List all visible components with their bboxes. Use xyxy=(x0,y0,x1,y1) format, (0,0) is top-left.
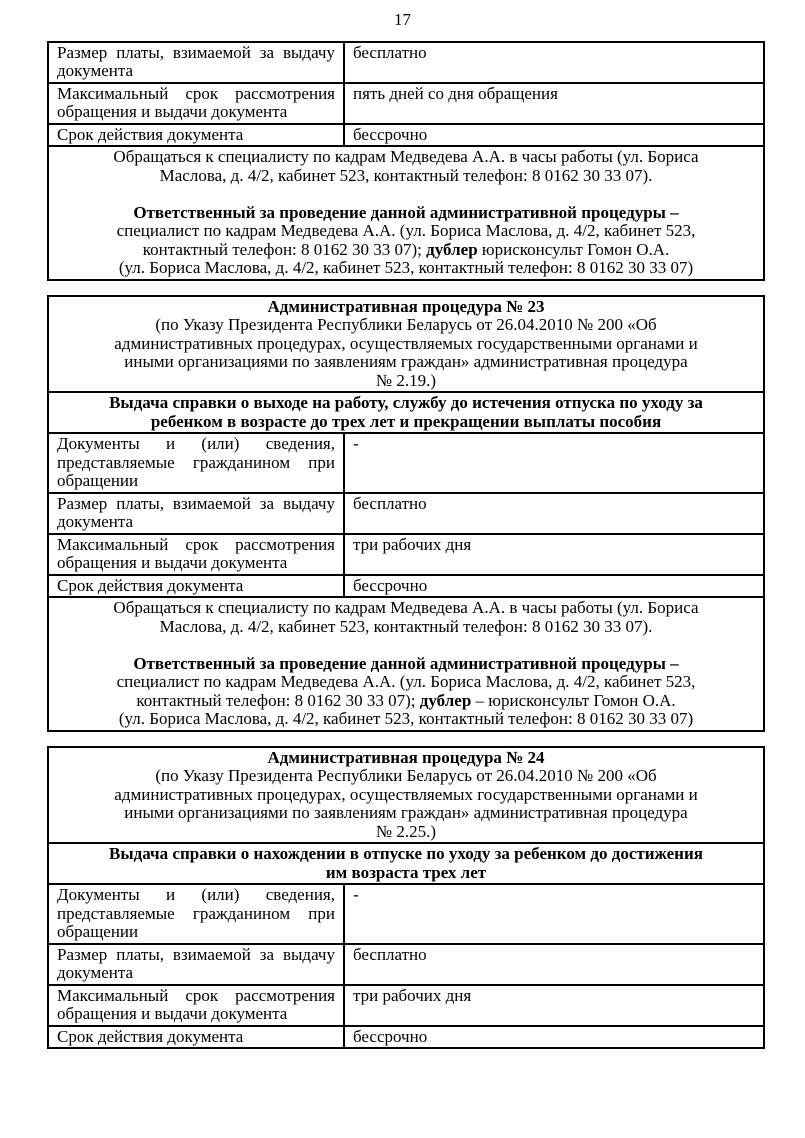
field-label-max-term: Максимальный срок рассмотрения обращения и выдачи документа xyxy=(48,985,344,1026)
field-label-validity: Срок действия документа xyxy=(48,575,344,598)
contact-responsible-line: (ул. Бориса Маслова, д. 4/2, кабинет 523, контактный телефон: 8 0162 30 33 07) xyxy=(118,709,694,728)
procedure-subtitle-line: (по Указу Президента Республики Беларусь от 26.04.2010 № 200 «Об xyxy=(155,315,657,334)
table-row xyxy=(48,747,764,844)
contact-responsible-line: Ответственный за проведение данной административной процедуры – xyxy=(133,202,679,222)
field-value-validity: бессрочно xyxy=(344,1026,764,1049)
procedure-subtitle-line: № 2.25.) xyxy=(375,821,437,841)
contact-responsible-line: контактный телефон: 8 0162 30 33 07); дублер – юрисконсульт Гомон О.А. xyxy=(136,690,676,710)
page-number: 17 xyxy=(394,10,411,29)
field-value-documents: - xyxy=(344,884,764,944)
contact-info xyxy=(48,597,764,731)
table-row xyxy=(48,83,764,124)
field-label-documents: Документы и (или) сведения, представляемые гражданином при обращении xyxy=(48,433,344,493)
table-row xyxy=(48,124,764,147)
procedure-name xyxy=(48,392,764,433)
procedure-title: Административная процедура № 23 xyxy=(267,296,545,316)
field-value-validity: бессрочно xyxy=(344,575,764,598)
field-value-max-term: три рабочих дня xyxy=(344,534,764,575)
contact-responsible-line: Ответственный за проведение данной административной процедуры – xyxy=(133,653,679,673)
procedure-header xyxy=(48,296,764,393)
contact-responsible-line: контактный телефон: 8 0162 30 33 07); дублер юрисконсульт Гомон О.А. xyxy=(142,239,670,259)
contact-hours-line: Обращаться к специалисту по кадрам Медведева А.А. в часы работы (ул. Бориса xyxy=(113,147,699,166)
table-row xyxy=(48,944,764,985)
procedure-name xyxy=(48,843,764,884)
field-label-validity: Срок действия документа xyxy=(48,124,344,147)
table-row xyxy=(48,884,764,944)
field-label-fee: Размер платы, взимаемой за выдачу документа xyxy=(48,944,344,985)
contact-hours-line: Маслова, д. 4/2, кабинет 523, контактный телефон: 8 0162 30 33 07). xyxy=(159,616,653,636)
procedure-name-line: им возраста трех лет xyxy=(325,862,487,882)
contact-responsible-line: специалист по кадрам Медведева А.А. (ул. Бориса Маслова, д. 4/2, кабинет 523, xyxy=(116,672,696,691)
table-row xyxy=(48,597,764,731)
table-row xyxy=(48,493,764,534)
table-row xyxy=(48,392,764,433)
contact-responsible-line: (ул. Бориса Маслова, д. 4/2, кабинет 523, контактный телефон: 8 0162 30 33 07) xyxy=(118,258,694,277)
procedure-name-line: Выдача справки о выходе на работу, службу до истечения отпуска по уходу за xyxy=(109,393,703,412)
table-row xyxy=(48,1026,764,1049)
table-row xyxy=(48,534,764,575)
field-value-validity: бессрочно xyxy=(344,124,764,147)
procedure-23-table xyxy=(47,295,765,732)
contact-responsible xyxy=(57,204,755,278)
procedure-subtitle-line: (по Указу Президента Республики Беларусь от 26.04.2010 № 200 «Об xyxy=(155,766,657,785)
table-row xyxy=(48,42,764,83)
contact-responsible xyxy=(57,655,755,729)
field-value-max-term: три рабочих дня xyxy=(344,985,764,1026)
contact-hours xyxy=(57,148,755,185)
table-row xyxy=(48,985,764,1026)
contact-info xyxy=(48,146,764,280)
table-row xyxy=(48,843,764,884)
contact-hours-line: Обращаться к специалисту по кадрам Медведева А.А. в часы работы (ул. Бориса xyxy=(113,598,699,617)
contact-hours xyxy=(57,599,755,636)
field-label-validity: Срок действия документа xyxy=(48,1026,344,1049)
table-row xyxy=(48,146,764,280)
field-value-fee: бесплатно xyxy=(344,944,764,985)
document-page xyxy=(0,11,805,1049)
field-value-max-term: пять дней со дня обращения xyxy=(344,83,764,124)
field-label-max-term: Максимальный срок рассмотрения обращения и выдачи документа xyxy=(48,534,344,575)
procedure-subtitle-line: № 2.19.) xyxy=(375,370,437,390)
continued-procedure-table xyxy=(47,41,765,281)
field-value-documents: - xyxy=(344,433,764,493)
table-row xyxy=(48,433,764,493)
procedure-subtitle-line: административных процедурах, осуществляемых государственными органами и xyxy=(114,784,698,804)
procedure-title: Административная процедура № 24 xyxy=(267,747,545,767)
procedure-24-table xyxy=(47,746,765,1050)
contact-responsible-line: специалист по кадрам Медведева А.А. (ул. Бориса Маслова, д. 4/2, кабинет 523, xyxy=(116,221,696,240)
procedure-subtitle-line: административных процедурах, осуществляемых государственными органами и xyxy=(114,333,698,353)
field-value-fee: бесплатно xyxy=(344,42,764,83)
procedure-name-line: ребенком в возрасте до трех лет и прекращении выплаты пособия xyxy=(150,411,662,431)
table-row xyxy=(48,575,764,598)
procedure-name-line: Выдача справки о нахождении в отпуске по уходу за ребенком до достижения xyxy=(109,844,703,863)
field-label-fee: Размер платы, взимаемой за выдачу документа xyxy=(48,493,344,534)
field-value-fee: бесплатно xyxy=(344,493,764,534)
table-row xyxy=(48,296,764,393)
procedure-header xyxy=(48,747,764,844)
procedure-subtitle-line: иными организациями по заявлениям граждан» административная процедура xyxy=(124,803,688,822)
procedure-subtitle-line: иными организациями по заявлениям граждан» административная процедура xyxy=(124,352,688,371)
field-label-fee: Размер платы, взимаемой за выдачу документа xyxy=(48,42,344,83)
contact-hours-line: Маслова, д. 4/2, кабинет 523, контактный телефон: 8 0162 30 33 07). xyxy=(159,165,653,185)
field-label-max-term: Максимальный срок рассмотрения обращения и выдачи документа xyxy=(48,83,344,124)
field-label-documents: Документы и (или) сведения, представляемые гражданином при обращении xyxy=(48,884,344,944)
